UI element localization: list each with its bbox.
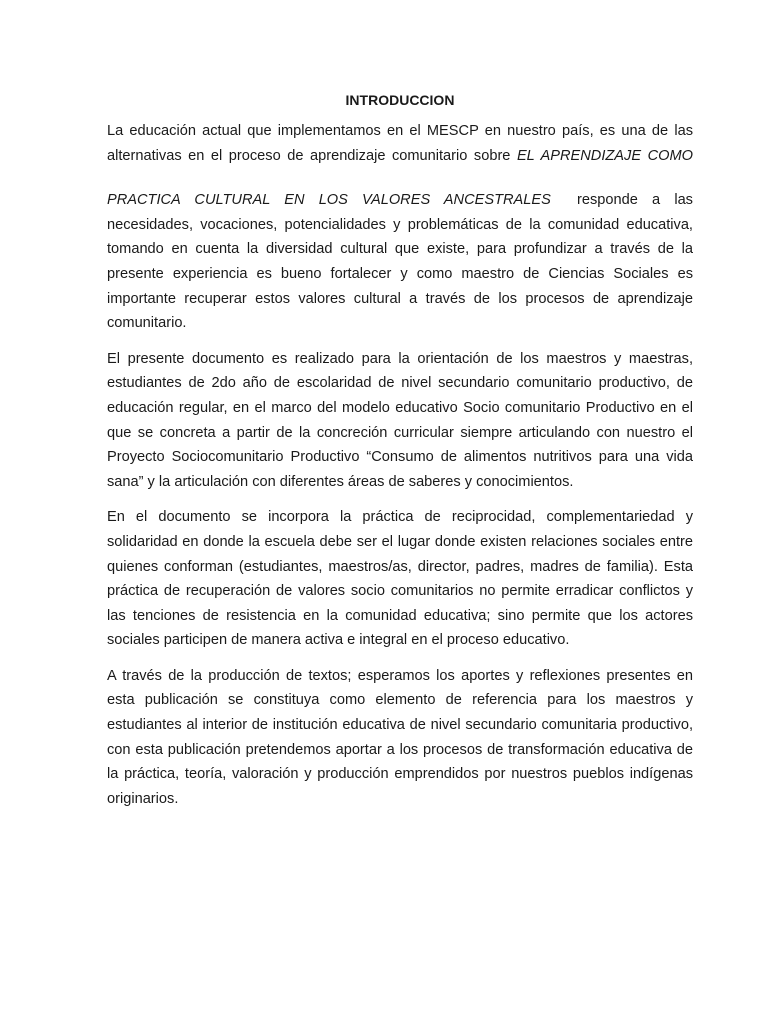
paragraph-orientation: El presente documento es realizado para la orientación de los maestros y maestras, estudiantes de 2do año de escolaridad de nivel secundario comunitario productivo, de educación regular, en el marco del modelo educativo Socio comunitario Productivo en el que se concreta a partir de la concreción curricular siempre articulando con nuestro el Proyecto Sociocomunitario Productivo “Consumo de alimentos nutritivos para una vida sana” y la articulación con diferentes áreas de saberes y conocimientos. <box>107 350 693 490</box>
paragraph-publication: A través de la producción de textos; esperamos los aportes y reflexiones presentes en esta publicación se constituya como elemento de referencia para los maestros y estudiantes al interior de institución educativa de nivel secundario comunitaria productivo, con esta publicación pretendemos aportar a los procesos de transformación educativa de la práctica, teoría, valoración y producción emprendidos por nuestros pueblos indígenas originarios. <box>107 667 693 807</box>
paragraph-intro-lead: La educación actual que implementamos en el MESCP en nuestro país, es una de las alternativas en el proceso de aprendizaje comunitario sobre <box>107 123 693 164</box>
document-title: INTRODUCCION <box>345 92 455 108</box>
document-page <box>107 88 693 822</box>
paragraph-intro-emphasis-a: EL APRENDIZAJE COMO <box>516 147 693 164</box>
paragraph-intro-first-part <box>107 119 693 168</box>
paragraph-reciprocity: En el documento se incorpora la práctica de reciprocidad, complementariedad y solidaridad en donde la escuela debe ser el lugar donde existen relaciones sociales entre quienes conforman (estudiantes, maestros/as, director, padres, madres de familia). Esta práctica de recuperación de valores socio comunitarios no permite erradicar conflictos y las tenciones de resistencia en la comunidad educativa; sino permite que los actores sociales participen de manera activa e integral en el proceso educativo. <box>107 509 693 649</box>
paragraph-intro-rest: responde a las necesidades, vocaciones, potencialidades y problemáticas de la comunidad educativa, tomando en cuenta la diversidad cultural que existe, para profundizar a través de la presente experiencia es bueno fortalecer y como maestro de Ciencias Sociales es importante recuperar estos valores cultural a través de los procesos de aprendizaje comunitario. <box>107 192 693 332</box>
paragraph-intro-emphasis-b: PRACTICA CULTURAL EN LOS VALORES ANCESTRALES <box>107 192 551 209</box>
paragraph-intro-second-part <box>107 188 693 336</box>
